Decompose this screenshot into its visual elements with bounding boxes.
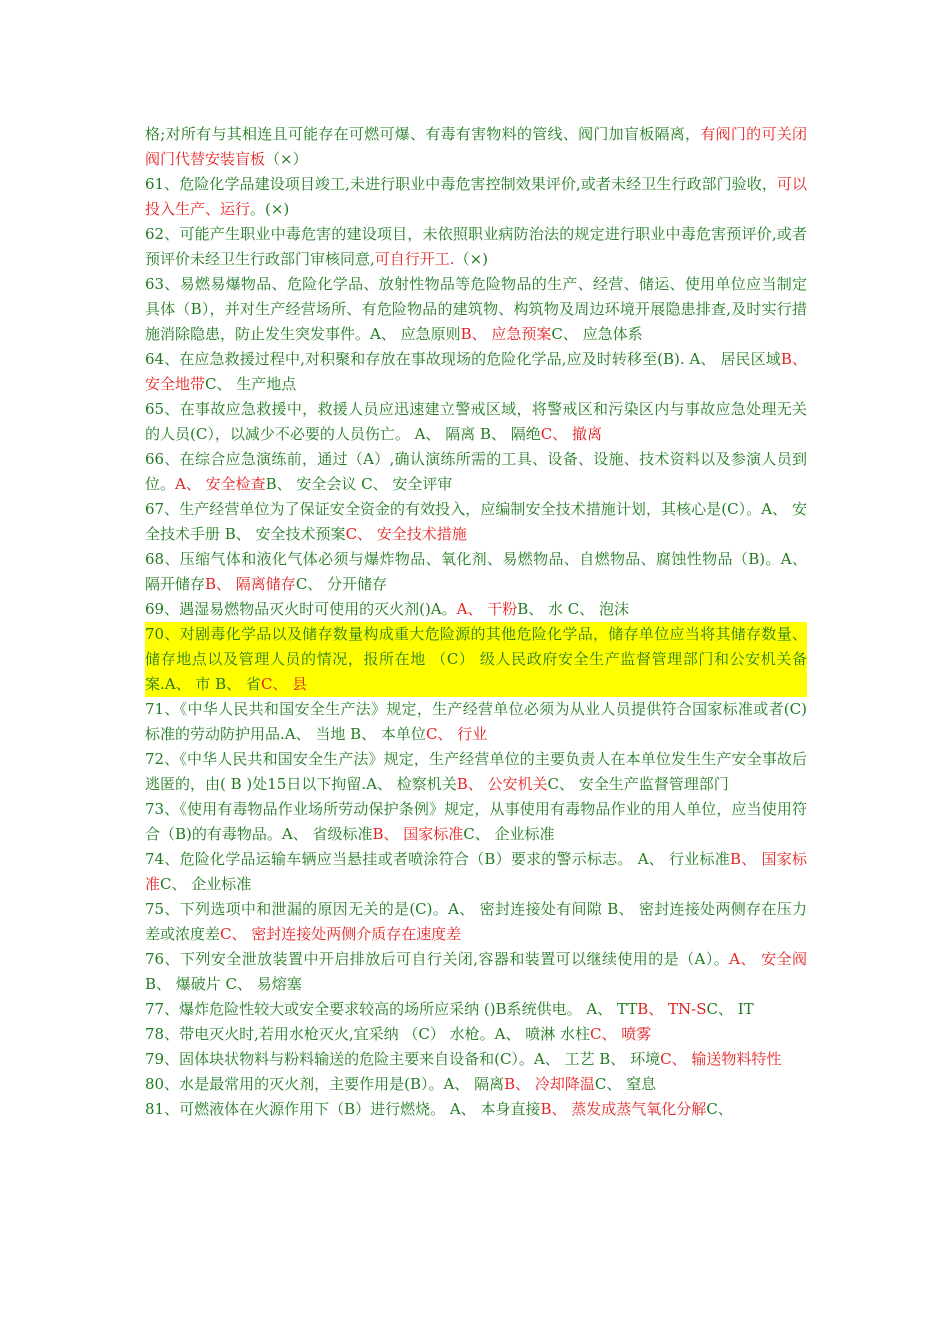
question-text: （×）: [265, 150, 308, 168]
question-text: 73、《使用有毒物品作业场所劳动保护条例》规定，从事使用有毒物品作业的用人单位，应当使用符合（B)的有毒物品。A、 省级标准: [145, 800, 807, 843]
question-text: 65、在事故应急救援中，救援人员应迅速建立警戒区域，将警戒区和污染区内与事故应急处理无关的人员(C），以减少不必要的人员伤亡。 A、 隔离 B、 隔绝: [145, 400, 807, 443]
question-text: C、 生产地点: [205, 375, 297, 393]
question-text: C、 企业标准: [160, 875, 252, 893]
question-list: [145, 122, 807, 1122]
question-text: 72、《中华人民共和国安全生产法》规定，生产经营单位的主要负责人在本单位发生生产安全事故后逃匿的，由( B )处15日以下拘留.A、 检察机关: [145, 750, 807, 793]
question-text: 64、在应急救援过程中,对积聚和存放在事故现场的危险化学品,应及时转移至(B). A、 居民区域: [145, 350, 781, 368]
question-text: 格;对所有与其相连且可能存在可燃可爆、有毒有害物料的管线、阀门加盲板隔离，: [145, 125, 701, 143]
question-p75: [145, 897, 807, 947]
question-text: 76、下列安全泄放装置中开启排放后可自行关闭,容器和装置可以继续使用的是（A）。: [145, 950, 730, 968]
question-text: C、 IT: [706, 1000, 754, 1018]
answer-text: 可自行开工.: [374, 250, 455, 268]
answer-text: B、 蒸发成蒸气氧化分解: [540, 1100, 707, 1118]
question-p73: [145, 797, 807, 847]
question-text: C、: [706, 1100, 733, 1118]
answer-text: C、 行业: [425, 725, 488, 743]
question-p79: [145, 1047, 807, 1072]
question-text: 69、遇湿易燃物品灭火时可使用的灭火剂()A。: [145, 600, 457, 618]
answer-text: C、 撤离: [540, 425, 603, 443]
question-text: 66、在综合应急演练前，通过（A）,确认演练所需的工具、设备、设施、技术资料以及参演人员到位。: [145, 450, 807, 493]
answer-text: B、 应急预案: [460, 325, 552, 343]
question-text: C、 窒息: [594, 1075, 657, 1093]
question-text: C、 分开储存: [295, 575, 388, 593]
answer-text: A、 干粉: [456, 600, 518, 618]
answer-text: C、 输送物料特性: [660, 1050, 782, 1068]
answer-text: B、 隔离储存: [205, 575, 296, 593]
question-p70: [145, 622, 807, 697]
question-text: B、 安全会议 C、 安全评审: [265, 475, 453, 493]
question-p64: [145, 347, 807, 397]
question-text: 67、生产经营单位为了保证安全资金的有效投入，应编制安全技术措施计划，其核心是(C）。A、 安全技术手册 B、 安全技术预案: [145, 500, 807, 543]
question-text: 70、对剧毒化学品以及储存数量构成重大危险源的其他危险化学品，储存单位应当将其储存数量、储存地点以及管理人员的情况，报所在地 （C） 级人民政府安全生产监督管理部门和公安机关备案.A、 市 B、 省: [145, 625, 807, 693]
question-text: C、 应急体系: [551, 325, 643, 343]
question-text: 74、危险化学品运输车辆应当悬挂或者喷涂符合（B）要求的警示标志。 A、 行业标准: [145, 850, 731, 868]
question-text: 63、易燃易爆物品、危险化学品、放射性物品等危险物品的生产、经营、储运、使用单位应当制定具体（B），并对生产经营场所、有危险物品的建筑物、构筑物及周边环境开展隐患排查,及时实行措施消除隐患，防止发生突发事件。A、 应急原则: [145, 275, 807, 343]
question-text: 62、可能产生职业中毒危害的建设项目，未依照职业病防治法的规定进行职业中毒危害预评价,或者预评价未经卫生行政部门审核同意,: [145, 225, 807, 268]
question-p81: [145, 1097, 807, 1122]
question-text: B、 水 C、 泡沫: [517, 600, 630, 618]
question-text: 78、带电灭火时,若用水枪灭火,宜采纳 （C） 水枪。A、 喷淋 水柱: [145, 1025, 591, 1043]
question-text: C、 安全生产监督管理部门: [547, 775, 729, 793]
answer-text: B、 安全地带: [145, 350, 807, 393]
answer-text: B、 冷却降温: [504, 1075, 595, 1093]
answer-text: C、 密封连接处两侧介质存在速度差: [220, 925, 462, 943]
answer-text: B、 TN-S: [637, 1000, 707, 1018]
question-text: C、 企业标准: [463, 825, 555, 843]
question-p63: [145, 272, 807, 347]
question-text: 80、水是最常用的灭火剂，主要作用是(B）。A、 隔离: [145, 1075, 505, 1093]
question-p76: [145, 947, 807, 997]
question-p67: [145, 497, 807, 547]
answer-text: B、 国家标准: [372, 825, 464, 843]
question-text: B、 爆破片 C、 易熔塞: [145, 975, 302, 993]
question-p61: [145, 172, 807, 222]
question-text: 79、固体块状物料与粉料输送的危险主要来自设备和(C）。A、 工艺 B、 环境: [145, 1050, 661, 1068]
question-p71: [145, 697, 807, 747]
question-p74: [145, 847, 807, 897]
answer-text: C、 喷雾: [590, 1025, 652, 1043]
question-text: 68、压缩气体和液化气体必须与爆炸物品、氧化剂、易燃物品、自燃物品、腐蚀性物品（B)。A、 隔开储存: [145, 550, 807, 593]
answer-text: A、 安全检查: [175, 475, 266, 493]
question-p65: [145, 397, 807, 447]
answer-text: 有阀门的可关闭阀门代替安装盲板: [145, 125, 807, 168]
question-p68: [145, 547, 807, 597]
question-p78: [145, 1022, 807, 1047]
question-p69: [145, 597, 807, 622]
question-p77: [145, 997, 807, 1022]
answer-text: A、 安全阀: [729, 950, 807, 968]
question-p80: [145, 1072, 807, 1097]
question-p66: [145, 447, 807, 497]
question-text: 71、《中华人民共和国安全生产法》规定，生产经营单位必须为从业人员提供符合国家标准或者(C)标准的劳动防护用品.A、 当地 B、 本单位: [145, 700, 807, 743]
question-p62: [145, 222, 807, 272]
answer-text: B、 国家标准: [145, 850, 807, 893]
question-text: 61、危险化学品建设项目竣工,未进行职业中毒危害控制效果评价,或者未经卫生行政部门验收，: [145, 175, 777, 193]
question-text: 77、爆炸危险性较大或安全要求较高的场所应采纳 ()B系统供电。 A、 TT: [145, 1000, 638, 1018]
answer-text: B、 公安机关: [456, 775, 548, 793]
answer-text: C、 安全技术措施: [345, 525, 467, 543]
question-text: （×): [454, 250, 488, 268]
answer-text: C、 县: [260, 675, 308, 693]
answer-text: 可以投入生产、运行: [145, 175, 807, 218]
question-text: 。(×): [250, 200, 290, 218]
question-p72: [145, 747, 807, 797]
question-text: 75、下列选项中和泄漏的原因无关的是(C)。A、 密封连接处有间隙 B、 密封连接处两侧存在压力差或浓度差: [145, 900, 807, 943]
question-p60: [145, 122, 807, 172]
question-text: 81、可燃液体在火源作用下（B）进行燃烧。 A、 本身直接: [145, 1100, 541, 1118]
